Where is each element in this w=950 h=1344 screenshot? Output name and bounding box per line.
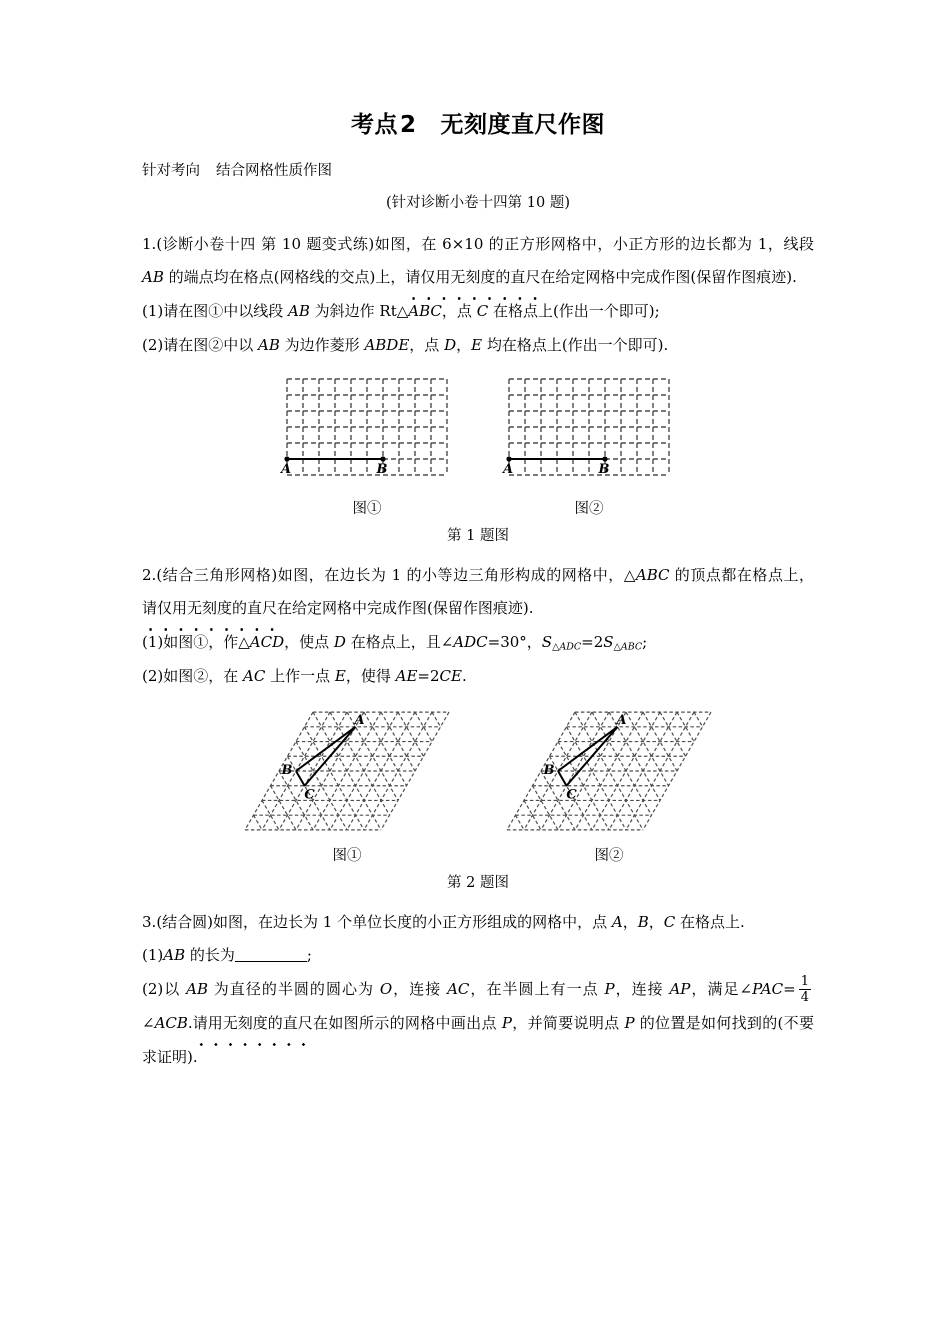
- q3p1-prefix: (1): [142, 946, 164, 965]
- q3p2-v2: O: [379, 980, 393, 999]
- q3p2-v6: PAC: [752, 980, 784, 999]
- q3-stem-b: ，: [622, 912, 638, 931]
- triangle-grid-figure-1: [237, 704, 457, 838]
- square-grid-figure-2: [499, 373, 679, 491]
- q3p2-v4: P: [604, 980, 615, 999]
- point-label-C: C: [304, 787, 315, 803]
- q2p1-v5: S: [603, 633, 614, 652]
- question-3-part-1: [142, 939, 814, 973]
- q2p1-v2: D: [333, 633, 346, 652]
- reference-note: (针对诊断小卷十四第 10 题): [386, 194, 570, 211]
- q3p2-p8: ∠: [142, 1013, 155, 1032]
- question-2-figure-title: 第 2 题图: [447, 874, 509, 891]
- page-title: [142, 106, 814, 139]
- q3-v1: A: [611, 912, 623, 931]
- q2-figure-1: [237, 704, 457, 865]
- q3p2-p4: ，在半圆上有一点: [469, 980, 605, 999]
- question-1-part-1: [142, 295, 814, 329]
- square-grid-svg-1: [277, 373, 457, 491]
- figure-segment-BC: [296, 771, 305, 786]
- exam-focus-text: 结合网格性质作图: [216, 163, 332, 179]
- q3p2-v5: AP: [669, 980, 691, 999]
- point-label-A: A: [354, 712, 365, 728]
- q2p1-mid4: =2: [581, 633, 604, 652]
- exam-focus-line: [142, 159, 814, 184]
- q1p2-mid3: ，: [456, 335, 472, 354]
- grid-lines: [509, 379, 669, 475]
- q3p2-p5: ，连接: [614, 980, 670, 999]
- q2p1-sub4: △ADC: [552, 641, 582, 653]
- q2-emphasis: 请仅用无刻度的直尺: [142, 592, 277, 626]
- point-marker-A: [284, 456, 289, 461]
- q2p1-v1: ACD: [249, 633, 285, 652]
- q2p2-v2: E: [334, 666, 346, 685]
- q1p1-suffix: 在格点上(作出一个即可);: [488, 302, 660, 321]
- q1-var-ab: AB: [142, 268, 164, 287]
- q3p2-p2: 为直径的半圆的圆心为: [207, 980, 380, 999]
- q1-figure-1: [277, 373, 457, 518]
- q2p1-mid2: 在格点上，且∠: [345, 633, 454, 652]
- triangle-grid-figure-2: [499, 704, 719, 838]
- q2-figure-1-caption: 图①: [332, 847, 362, 864]
- q2-source: (结合三角形网格): [156, 565, 278, 584]
- question-1-stem: [142, 228, 814, 296]
- q3-stem-a: 如图，在边长为 1 个单位长度的小正方形组成的网格中，点: [213, 912, 612, 931]
- q3p2-p1: (2)以: [142, 980, 187, 999]
- q1p1-mid1: 为斜边作 Rt△: [309, 302, 409, 321]
- q3p2-p7: =: [783, 980, 796, 999]
- point-label-B: B: [598, 461, 610, 477]
- q2p2-suffix: .: [461, 666, 467, 685]
- q2-stem-a: 如图，在边长为 1 的小等边三角形构成的网格中，△: [277, 565, 636, 584]
- q1p1-v2: ABC: [408, 302, 442, 321]
- point-label-B: B: [543, 762, 555, 778]
- triangle-grid-svg-1: [237, 704, 457, 838]
- q3-number: 3.: [142, 912, 157, 931]
- grid-lines: [287, 379, 447, 475]
- question-3-stem: [142, 906, 814, 940]
- q3p2-v3: AC: [447, 980, 470, 999]
- q2p2-mid1: 上作一点: [265, 666, 335, 685]
- q1p1-prefix: (1)请在图①中以线段: [142, 302, 289, 321]
- q3p1-suffix: ;: [306, 946, 312, 965]
- q3-stem-d: 在格点上.: [675, 912, 745, 931]
- triangle-grid-lines: [507, 712, 711, 830]
- q3p2-v7: ACB: [154, 1013, 188, 1032]
- question-1-part-2: [142, 329, 814, 363]
- q2-figure-2-caption: 图②: [594, 847, 624, 864]
- q1-figure-1-caption: 图①: [352, 500, 382, 517]
- q2p1-sub5: △ABC: [613, 641, 643, 653]
- q3p1-mid: 的长为: [185, 946, 235, 965]
- q3p2-p9: .: [187, 1013, 193, 1032]
- point-marker-B: [602, 456, 607, 461]
- q2p2-mid3: =2: [417, 666, 440, 685]
- q3p2-v9: P: [624, 1013, 635, 1032]
- q2p1-mid3: =30°，: [487, 633, 542, 652]
- question-2-part-1: [142, 626, 814, 660]
- q2p2-prefix: (2)如图②，在: [142, 666, 244, 685]
- q1-stem-b: 的端点均在格点(网格线的交点)上，: [163, 268, 406, 287]
- q3p2-p11: ，并简要说明点: [511, 1013, 625, 1032]
- point-label-B: B: [281, 762, 293, 778]
- q2-figure-2: [499, 704, 719, 865]
- heading-label: 考点: [350, 112, 398, 138]
- question-1-figures: [142, 373, 814, 518]
- q3p2-p6: ，满足∠: [690, 980, 753, 999]
- q2p2-mid2: ，使得: [345, 666, 396, 685]
- fraction-denominator: 4: [800, 990, 809, 1006]
- q1p2-suffix: 均在格点上(作出一个即可).: [482, 335, 669, 354]
- exam-focus-tag: 针对考向: [142, 163, 200, 179]
- q1-number: 1.: [142, 234, 157, 253]
- q1p1-mid2: ，点: [441, 302, 477, 321]
- q2p2-v4: CE: [439, 666, 462, 685]
- triangle-grid-svg-2: [499, 704, 719, 838]
- q1p2-v1: AB: [258, 335, 280, 354]
- q3p2-p12: 的位置是如何找到的(不要求证明).: [142, 1013, 814, 1066]
- q3p2-v1: AB: [186, 980, 208, 999]
- q2p2-v1: AC: [243, 666, 266, 685]
- q1p2-prefix: (2)请在图②中以: [142, 335, 259, 354]
- q1-stem-a: 如图，在 6×10 的正方形网格中，小正方形的边长都为 1，线段: [374, 234, 814, 253]
- q3p2-v8: P: [501, 1013, 512, 1032]
- square-grid-svg-2: [499, 373, 679, 491]
- triangle-grid-lines: [245, 712, 449, 830]
- q1-source: (诊断小卷十四 第 10 题变式练): [156, 234, 375, 253]
- q2p1-v3: ADC: [453, 633, 488, 652]
- point-label-B: B: [376, 461, 388, 477]
- figure-segment-BC: [558, 771, 567, 786]
- q2-stem-b: 的顶点都在格点上，: [669, 565, 814, 584]
- q3-v2: B: [637, 912, 649, 931]
- q2-number: 2.: [142, 565, 157, 584]
- q3-emphasis: 请用无刻度的直尺: [193, 1007, 313, 1041]
- question-2-stem: [142, 559, 814, 627]
- point-label-A: A: [280, 461, 292, 477]
- q3-source: (结合圆): [156, 912, 214, 931]
- q2p1-prefix: (1)如图①，作△: [142, 633, 250, 652]
- q1p2-mid1: 为边作菱形: [279, 335, 365, 354]
- q1-emphasis: 请仅用无刻度的直尺: [405, 261, 540, 295]
- q1-figure-2-caption: 图②: [574, 500, 604, 517]
- q1-figure-2: [499, 373, 679, 518]
- point-marker-A: [506, 456, 511, 461]
- square-grid-figure-1: [277, 373, 457, 491]
- heading-title: 无刻度直尺作图: [440, 112, 605, 138]
- q1p2-v4: E: [471, 335, 483, 354]
- q1p2-mid2: ，点: [409, 335, 445, 354]
- q2p2-v3: AE: [395, 666, 418, 685]
- q3-v3: C: [663, 912, 676, 931]
- q2p1-suffix: ;: [642, 633, 648, 652]
- question-3-part-2: [142, 973, 814, 1074]
- fraction-one-quarter: [799, 974, 811, 1006]
- q3p2-p10: 在如图所示的网格中画出点: [312, 1013, 502, 1032]
- q3p1-v1: AB: [163, 946, 186, 965]
- question-1-figure-title: 第 1 题图: [447, 527, 509, 544]
- fraction-numerator: 1: [800, 974, 809, 990]
- answer-blank[interactable]: [235, 946, 307, 962]
- q1p2-v3: D: [444, 335, 457, 354]
- q1p1-v1: AB: [288, 302, 310, 321]
- q2p1-v4: S: [541, 633, 553, 652]
- point-label-C: C: [566, 787, 577, 803]
- question-2-figures: [142, 704, 814, 865]
- page-content: [142, 106, 814, 1074]
- heading-number: 2: [399, 112, 417, 138]
- point-label-A: A: [502, 461, 514, 477]
- q3-stem-c: ，: [648, 912, 664, 931]
- q2p1-mid1: ，使点: [284, 633, 334, 652]
- q1-stem-c: 在给定网格中完成作图(保留作图痕迹).: [540, 268, 797, 287]
- q3p2-p3: ，连接: [392, 980, 448, 999]
- q1p2-v2: ABDE: [364, 335, 410, 354]
- q1p1-v3: C: [476, 302, 489, 321]
- point-marker-B: [380, 456, 385, 461]
- q2-var-abc: ABC: [635, 565, 670, 584]
- point-label-A: A: [616, 712, 627, 728]
- q2-stem-c: 在给定网格中完成作图(保留作图痕迹).: [277, 599, 534, 618]
- question-2-part-2: [142, 660, 814, 694]
